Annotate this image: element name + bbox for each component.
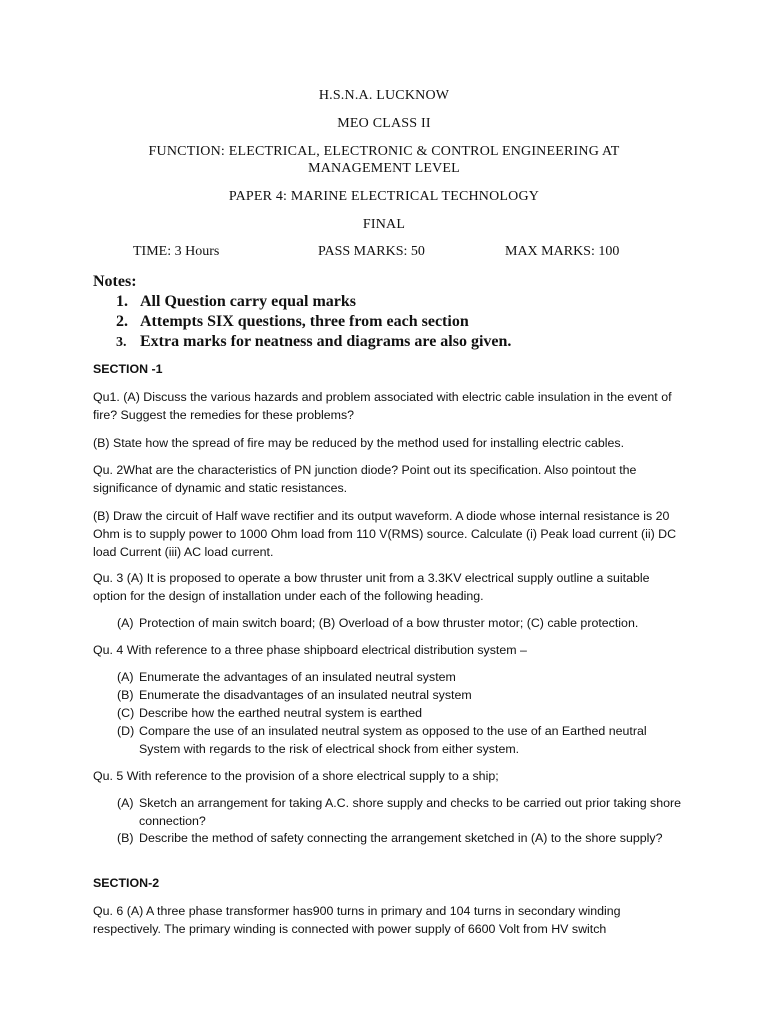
question-1b: (B) State how the spread of fire may be reduced by the method used for installing electric cables. (93, 436, 625, 450)
note-number: 1. (116, 293, 128, 310)
class-heading: MEO CLASS II (337, 116, 431, 131)
question-5-item (117, 794, 687, 830)
note-item (116, 333, 511, 351)
item-text: Sketch an arrangement for taking A.C. shore supply and checks to be carried out prior taking shore connection? (139, 796, 682, 828)
max-marks-label: MAX MARKS: 100 (505, 244, 620, 259)
item-text: Compare the use of an insulated neutral system as opposed to the use of an Earthed neutral System with regards to the risk of electrical shock from either system. (139, 724, 647, 756)
question-4-item (117, 704, 687, 722)
item-label: (D) (117, 724, 135, 738)
item-text: Protection of main switch board; (B) Overload of a bow thruster motor; (C) cable protection. (139, 616, 639, 630)
question-2b: (B) Draw the circuit of Half wave rectifier and its output waveform. A diode whose internal resistance is 20 Ohm is to supply power to 1000 Ohm load from 110 V(RMS) source. Calculate (i) Peak load current (ii) DC load Current (iii) AC load current. (93, 509, 677, 559)
question-4: Qu. 4 With reference to a three phase shipboard electrical distribution system – (93, 643, 527, 657)
item-label: (C) (117, 706, 135, 720)
note-number: 2. (116, 313, 128, 330)
item-text: Describe how the earthed neutral system is earthed (139, 706, 423, 720)
institute-heading: H.S.N.A. LUCKNOW (318, 88, 450, 103)
notes-title: Notes: (93, 273, 137, 290)
paper-heading: PAPER 4: MARINE ELECTRICAL TECHNOLOGY (228, 189, 540, 204)
question-6a: Qu. 6 (A) A three phase transformer has900 turns in primary and 104 turns in secondary winding respectively. The primary winding is connected with power supply of 6600 Volt from HV switch (93, 904, 621, 936)
note-item (116, 293, 356, 311)
item-label: (A) (117, 616, 134, 630)
time-label: TIME: 3 Hours (133, 244, 220, 259)
question-5-item (117, 829, 687, 847)
question-4-item (117, 686, 687, 704)
note-number: 3. (116, 335, 127, 350)
question-4-item (117, 668, 687, 686)
section-1-title: SECTION -1 (93, 362, 163, 376)
function-heading: FUNCTION: ELECTRICAL, ELECTRONIC & CONTROL ENGINEERING AT MANAGEMENT LEVEL (148, 144, 620, 176)
item-label: (B) (117, 688, 134, 702)
note-item (116, 313, 469, 331)
note-text: Attempts SIX questions, three from each section (140, 313, 469, 330)
section-2-title: SECTION-2 (93, 876, 160, 890)
exam-type-heading: FINAL (362, 217, 406, 232)
item-label: (A) (117, 796, 134, 810)
question-5: Qu. 5 With reference to the provision of a shore electrical supply to a ship; (93, 769, 499, 783)
question-1a: Qu1. (A) Discuss the various hazards and problem associated with electric cable insulation in the event of fire? Suggest the remedies for these problems? (93, 390, 672, 422)
item-text: Enumerate the disadvantages of an insulated neutral system (139, 688, 472, 702)
question-3: Qu. 3 (A) It is proposed to operate a bow thruster unit from a 3.3KV electrical supply outline a suitable option for the design of installation under each of the following heading. (93, 571, 650, 603)
item-text: Enumerate the advantages of an insulated neutral system (139, 670, 456, 684)
note-text: Extra marks for neatness and diagrams are also given. (140, 333, 512, 350)
pass-marks-label: PASS MARKS: 50 (318, 244, 425, 259)
item-label: (B) (117, 831, 134, 845)
question-2a: Qu. 2What are the characteristics of PN junction diode? Point out its specification. Also pointout the significance of dynamic and static resistances. (93, 463, 637, 495)
item-text: Describe the method of safety connecting the arrangement sketched in (A) to the shore supply? (139, 831, 663, 845)
note-text: All Question carry equal marks (140, 293, 356, 310)
question-3-item (117, 614, 687, 632)
question-4-item (117, 722, 687, 758)
item-label: (A) (117, 670, 134, 684)
